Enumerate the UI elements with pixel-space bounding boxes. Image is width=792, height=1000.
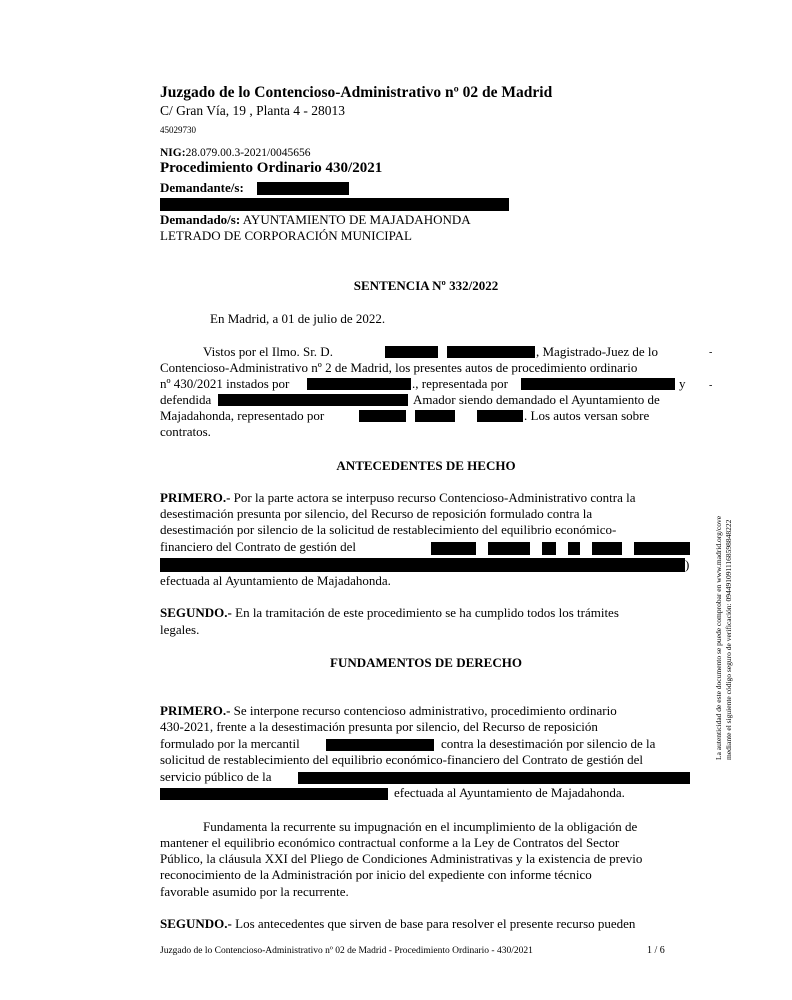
- redaction-block: [592, 542, 622, 555]
- verification-sidebar: [690, 460, 750, 760]
- redaction-block: [160, 788, 388, 800]
- fund1-label: PRIMERO.-: [160, 703, 231, 718]
- fund1-line: [160, 703, 617, 719]
- redaction-block: [521, 378, 675, 390]
- fund-para2-line: favorable asumido por la recurrente.: [160, 884, 349, 899]
- fund1-line: solicitud de restablecimiento del equilibrio económico-financiero del Contrato de gestión del: [160, 752, 644, 767]
- intro-line: contratos.: [160, 424, 211, 439]
- fund-para2-line: Fundamenta la recurrente su impugnación en el incumplimiento de la obligación de: [203, 819, 638, 834]
- plaintiff-label: Demandante/s:: [160, 180, 244, 195]
- court-address: C/ Gran Vía, 19 , Planta 4 - 28013: [160, 103, 345, 118]
- nig-value: 28.079.00.3-2021/0045656: [185, 147, 311, 159]
- ante1-line: desestimación por silencio de la solicitud de restablecimiento del equilibrio económico-: [160, 522, 617, 537]
- ante1-line: desestimación presunta por silencio, del Recurso de reposición formulado contra la: [160, 506, 593, 521]
- ante1-line: efectuada al Ayuntamiento de Majadahonda.: [160, 573, 391, 588]
- intro-line: [203, 344, 333, 360]
- redaction-block: [415, 410, 455, 422]
- intro-line: Amador siendo demandado el Ayuntamiento de: [413, 392, 660, 407]
- intro-line: defendida: [160, 392, 212, 407]
- redaction-block: [359, 410, 406, 422]
- sentence-title: SENTENCIA Nº 332/2022: [353, 278, 499, 293]
- redaction-block: [307, 378, 411, 390]
- fund1-line: efectuada al Ayuntamiento de Majadahonda.: [394, 785, 625, 800]
- fund1-text: Se interpone recurso contencioso administrativo, procedimiento ordinario: [233, 703, 617, 718]
- defendant-line: [160, 212, 471, 228]
- redaction-block: [326, 739, 434, 751]
- redaction-block: [298, 772, 690, 784]
- fund-para2-line: reconocimiento de la Administración por inicio del expediente con informe técnico: [160, 867, 592, 882]
- intro-line: Contencioso-Administrativo nº 2 de Madrid, los presentes autos de procedimiento ordinario: [160, 360, 638, 375]
- ante2-line: legales.: [160, 622, 200, 637]
- fund1-line: formulado por la mercantil: [160, 736, 300, 751]
- intro-line: . Los autos versan sobre: [524, 408, 650, 423]
- margin-mark: -: [709, 347, 713, 358]
- intro-line: nº 430/2021 instados por: [160, 376, 290, 391]
- intro-line: , Magistrado-Juez de lo: [536, 344, 659, 359]
- ante1-text: Por la parte actora se interpuso recurso Contencioso-Administrativo contra la: [233, 490, 636, 505]
- fund2-label: SEGUNDO.-: [160, 916, 232, 931]
- fund-para2-line: mantener el equilibrio económico contractual conforme a la Ley de Contratos del Sector: [160, 835, 620, 850]
- verification-line-1: La autenticidad de este documento se puede comprobar en www.madrid.org/cove: [714, 515, 723, 760]
- ante2-label: SEGUNDO.-: [160, 605, 232, 620]
- redaction-block: [160, 198, 509, 211]
- fund1-line: contra la desestimación por silencio de la: [441, 736, 656, 751]
- verification-line-2: mediante el siguiente código seguro de verificación: 0944910911168598848222: [724, 519, 733, 760]
- nig-label: NIG:: [160, 147, 186, 159]
- defendant-value: AYUNTAMIENTO DE MAJADAHONDA: [242, 212, 471, 227]
- redaction-block: [542, 542, 556, 555]
- redaction-block: [447, 346, 535, 358]
- court-code: 45029730: [160, 125, 196, 135]
- redaction-block: [257, 182, 349, 195]
- redaction-block: [218, 394, 408, 406]
- ante1-line: ): [685, 557, 690, 572]
- margin-mark: -: [709, 380, 713, 391]
- intro-line: Majadahonda, representado por: [160, 408, 325, 423]
- ante2-line: [160, 605, 619, 621]
- redaction-block: [385, 346, 438, 358]
- redaction-block: [431, 542, 476, 555]
- court-name: Juzgado de lo Contencioso-Administrativo nº 02 de Madrid: [160, 84, 553, 101]
- ante1-line: financiero del Contrato de gestión del: [160, 539, 357, 554]
- fund-para2-line: Público, la cláusula XXI del Pliego de Condiciones Administrativas y la existencia de previo: [160, 851, 643, 866]
- redaction-block: [488, 542, 530, 555]
- intro-line: ., representada por: [412, 376, 509, 391]
- footer-text: Juzgado de lo Contencioso-Administrativo nº 02 de Madrid - Procedimiento Ordinario - 430/2021: [160, 946, 533, 956]
- section-heading-antecedentes: ANTECEDENTES DE HECHO: [336, 458, 516, 473]
- fund2-line: [160, 916, 635, 932]
- fund1-line: 430-2021, frente a la desestimación presunta por silencio, del Recurso de reposición: [160, 719, 598, 734]
- redaction-block: [634, 542, 690, 555]
- section-heading-fundamentos: FUNDAMENTOS DE DERECHO: [330, 655, 522, 670]
- page-number: 1 / 6: [647, 945, 665, 956]
- redaction-block: [160, 558, 685, 572]
- redaction-block: [568, 542, 580, 555]
- verification-text: [714, 460, 734, 760]
- ante2-text: En la tramitación de este procedimiento se ha cumplido todos los trámites: [235, 605, 619, 620]
- date-line: En Madrid, a 01 de julio de 2022.: [210, 311, 386, 326]
- intro-line: y: [679, 376, 686, 391]
- intro-text: Vistos por el Ilmo. Sr. D.: [203, 344, 333, 359]
- fund1-line: servicio público de la: [160, 769, 272, 784]
- fund2-text: Los antecedentes que sirven de base para resolver el presente recurso pueden: [235, 916, 636, 931]
- ante1-label: PRIMERO.-: [160, 490, 231, 505]
- redaction-block: [477, 410, 523, 422]
- defendant-lawyer: LETRADO DE CORPORACIÓN MUNICIPAL: [160, 228, 412, 243]
- defendant-label: Demandado/s:: [160, 212, 241, 227]
- procedure-title: Procedimiento Ordinario 430/2021: [160, 160, 383, 176]
- ante1-line: [160, 490, 635, 506]
- nig-line: [160, 145, 310, 161]
